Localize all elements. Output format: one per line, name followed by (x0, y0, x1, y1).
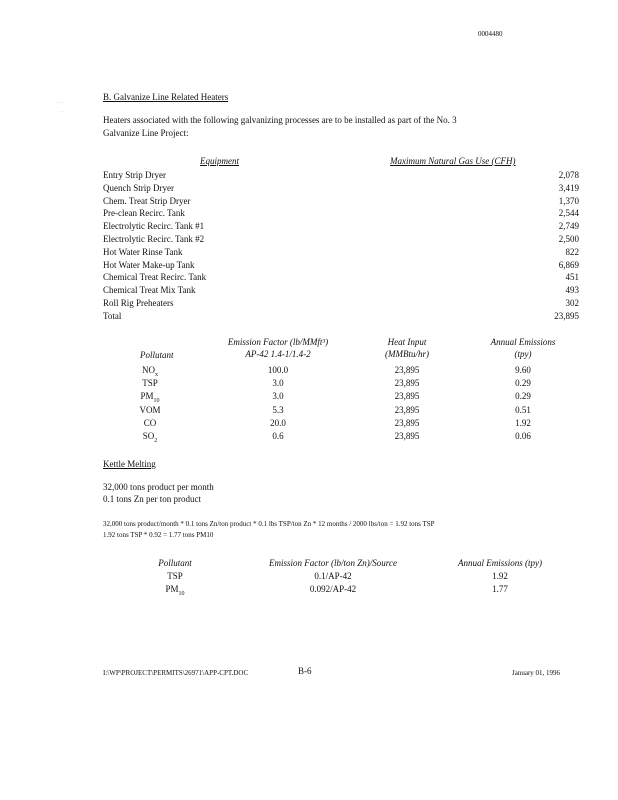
equipment-name: Hot Water Make-up Tank (103, 259, 195, 270)
emission-factor-value: 5.3 (272, 404, 284, 415)
heat-input-value: 23,895 (394, 391, 420, 402)
kettle-factor: 0.092/AP-42 (309, 583, 357, 594)
equipment-name: Electrolytic Recirc. Tank #2 (103, 234, 205, 244)
gas-use-value: 2,544 (558, 208, 579, 219)
heat-input-value: 23,895 (394, 417, 420, 428)
equipment-name: Chemical Treat Recirc. Tank (103, 272, 207, 283)
heat-input-value: 23,895 (394, 378, 420, 389)
col-equipment-header: Equipment (200, 156, 239, 166)
heat-input-units: (MMBtu/hr) (385, 349, 429, 359)
emission-factor-value: 0.6 (272, 431, 284, 441)
col-gas-use-header: Maximum Natural Gas Use (CFH) (390, 156, 516, 166)
footer-path: I:\WP\PROJECT\PERMITS\26971\APP-CPT.DOC (103, 669, 249, 677)
emission-factor-subheader: AP-42 1.4-1/1.4-2 (245, 349, 311, 359)
kettle-calc-2: 1.92 tons TSP * 0.92 = 1.77 tons PM10 (103, 531, 214, 539)
heat-input-value: 23,895 (394, 404, 420, 415)
equipment-name: Hot Water Rinse Tank (103, 246, 183, 257)
gas-use-value: 493 (565, 285, 579, 296)
annual-emissions-value: 9.60 (515, 365, 531, 375)
emission-factor-value: 20.0 (270, 417, 286, 428)
annual-emissions-value: 0.06 (515, 431, 531, 441)
kettle-pollutant: $PM_{10}$ (165, 583, 185, 597)
gas-use-value: 302 (565, 298, 579, 308)
equipment-name: Electrolytic Recirc. Tank #1 (103, 221, 205, 232)
pollutant-name: VOM (139, 404, 161, 415)
gas-use-value: 2,749 (558, 221, 579, 232)
pollutant-name: TSP (142, 378, 158, 389)
gas-use-value: 3,419 (558, 182, 579, 193)
pollutant-name: $SO_2$ (142, 431, 158, 444)
heat-input-value: 23,895 (394, 365, 420, 375)
kettle-pollutant: TSP (167, 571, 183, 581)
gas-use-value: 2,500 (558, 234, 579, 244)
pollutant-header: Pollutant (140, 350, 174, 360)
kettle-annual: 1.92 (492, 571, 508, 581)
equipment-name: Entry Strip Dryer (103, 170, 166, 180)
annual-emissions-value: 0.29 (515, 391, 531, 402)
pollutant-name: $NO_x$ (142, 365, 158, 378)
section-heading: B. Galvanize Line Related Heaters (103, 92, 229, 102)
footer-page-number: B-6 (298, 666, 312, 676)
gas-use-value: 451 (565, 272, 579, 283)
emission-factor-header: Emission Factor (lb/MMft³) (227, 337, 329, 347)
gas-use-value: 2,078 (558, 170, 579, 180)
pollutant-name: $PM_{10}$ (140, 391, 160, 405)
margin-mark: · · · (57, 101, 65, 106)
kettle-heading: Kettle Melting (103, 459, 156, 469)
annual-emissions-units: (tpy) (514, 349, 532, 359)
kettle-annual-header: Annual Emissions (tpy) (458, 558, 542, 568)
margin-mark: · · (59, 110, 64, 115)
page-id: 0004480 (478, 30, 503, 38)
kettle-line-2: 0.1 tons Zn per ton product (103, 494, 201, 504)
emission-factor-value: 3.0 (272, 378, 284, 389)
intro-line-1: Heaters associated with the following galvanizing processes are to be installed as part of the No. 3 (103, 115, 457, 125)
kettle-calc-1: 32,000 tons product/month * 0.1 tons Zn/ton product * 0.1 lbs TSP/ton Zn * 12 months / 2000 lbs/ton = 1.92 tons TSP (103, 520, 435, 528)
gas-use-value: 6,869 (558, 259, 579, 270)
kettle-annual: 1.77 (492, 583, 508, 594)
kettle-factor-header: Emission Factor (lb/ton Zn)/Source (269, 558, 397, 568)
equipment-name: Quench Strip Dryer (103, 182, 174, 193)
total-value: 23,895 (554, 311, 579, 321)
emission-factor-value: 3.0 (272, 391, 284, 402)
equipment-name: Roll Rig Preheaters (103, 298, 174, 308)
footer-date: January 01, 1996 (512, 669, 561, 677)
kettle-factor: 0.1/AP-42 (314, 571, 352, 581)
heat-input-header: Heat Input (387, 337, 427, 347)
annual-emissions-header: Annual Emissions (490, 337, 556, 347)
total-label: Total (103, 311, 122, 321)
gas-use-value: 1,370 (558, 195, 579, 206)
intro-line-2: Galvanize Line Project: (103, 128, 189, 138)
equipment-name: Pre-clean Recirc. Tank (103, 208, 185, 219)
emission-factor-value: 100.0 (267, 365, 289, 375)
equipment-name: Chemical Treat Mix Tank (103, 285, 196, 296)
kettle-line-1: 32,000 tons product per month (103, 482, 214, 492)
pollutant-name: CO (143, 417, 157, 428)
equipment-name: Chem. Treat Strip Dryer (103, 195, 191, 206)
heat-input-value: 23,895 (394, 431, 420, 441)
annual-emissions-value: 0.51 (515, 404, 531, 415)
annual-emissions-value: 1.92 (515, 417, 531, 428)
kettle-pollutant-header: Pollutant (158, 558, 192, 568)
annual-emissions-value: 0.29 (515, 378, 531, 389)
gas-use-value: 822 (565, 246, 579, 257)
